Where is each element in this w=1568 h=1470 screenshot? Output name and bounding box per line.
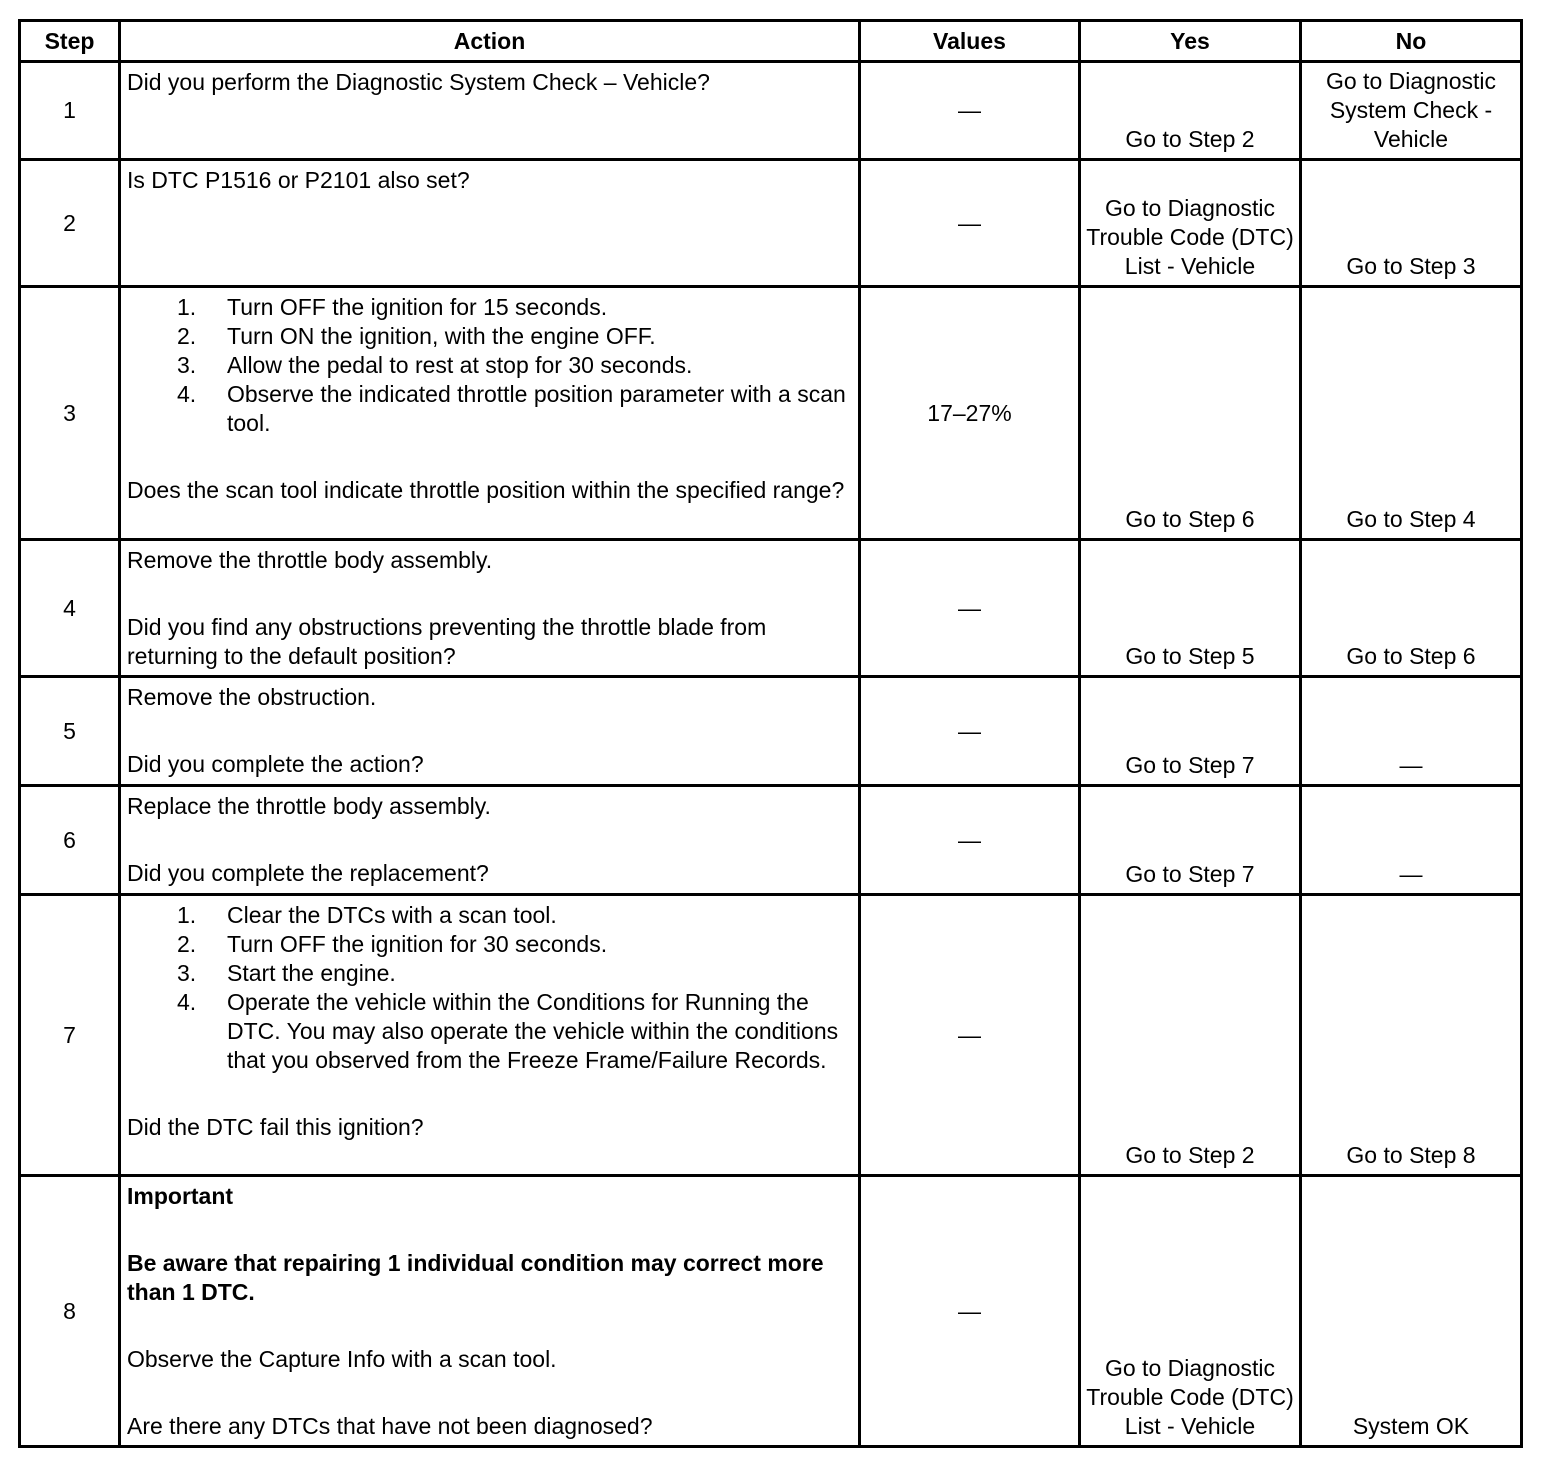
header-yes: Yes <box>1080 21 1301 62</box>
values-cell: — <box>860 1176 1080 1447</box>
diagnostic-table <box>18 19 1523 1448</box>
no-cell: Go to Step 3 <box>1301 160 1522 287</box>
action-cell <box>120 287 860 540</box>
action-cell <box>120 540 860 677</box>
values-cell: 17–27% <box>860 287 1080 540</box>
sub-step-list <box>127 293 850 438</box>
important-label: Important <box>127 1183 234 1209</box>
action-text: Remove the throttle body assembly. <box>127 547 493 573</box>
values-cell: — <box>860 62 1080 160</box>
action-text: Replace the throttle body assembly. <box>127 793 491 819</box>
action-cell <box>120 677 860 786</box>
header-action: Action <box>120 21 860 62</box>
yes-cell: Go to Step 7 <box>1080 677 1301 786</box>
action-cell <box>120 62 860 160</box>
table-row <box>20 895 1522 1176</box>
table-row <box>20 677 1522 786</box>
yes-cell: Go to Step 2 <box>1080 62 1301 160</box>
action-text: Did you perform the Diagnostic System Check – Vehicle? <box>127 69 710 95</box>
no-cell: Go to Step 6 <box>1301 540 1522 677</box>
table-row <box>20 1176 1522 1447</box>
question-text: Are there any DTCs that have not been diagnosed? <box>127 1413 653 1439</box>
action-text: Is DTC P1516 or P2101 also set? <box>127 167 470 193</box>
values-cell: — <box>860 895 1080 1176</box>
step-number: 8 <box>20 1176 120 1447</box>
yes-cell: Go to Diagnostic Trouble Code (DTC) List - Vehicle <box>1080 160 1301 287</box>
action-text: Remove the obstruction. <box>127 684 377 710</box>
list-item: 1. Clear the DTCs with a scan tool. <box>177 902 557 928</box>
sub-step-list <box>127 901 850 1075</box>
important-text: Be aware that repairing 1 individual condition may correct more than 1 DTC. <box>127 1250 824 1305</box>
yes-cell: Go to Step 5 <box>1080 540 1301 677</box>
question-text: Did you complete the action? <box>127 751 424 777</box>
table-row <box>20 540 1522 677</box>
yes-cell: Go to Step 6 <box>1080 287 1301 540</box>
list-item: 2. Turn ON the ignition, with the engine OFF. <box>177 323 656 349</box>
step-number: 2 <box>20 160 120 287</box>
header-no: No <box>1301 21 1522 62</box>
no-cell: System OK <box>1301 1176 1522 1447</box>
list-item: 2. Turn OFF the ignition for 30 seconds. <box>177 931 608 957</box>
action-cell <box>120 1176 860 1447</box>
values-cell: — <box>860 540 1080 677</box>
no-cell: — <box>1301 786 1522 895</box>
yes-cell: Go to Step 2 <box>1080 895 1301 1176</box>
values-cell: — <box>860 677 1080 786</box>
header-row <box>20 21 1522 62</box>
question-text: Does the scan tool indicate throttle position within the specified range? <box>127 477 845 503</box>
step-number: 1 <box>20 62 120 160</box>
list-item: 3. Start the engine. <box>177 960 396 986</box>
action-cell <box>120 160 860 287</box>
values-cell: — <box>860 160 1080 287</box>
no-cell: — <box>1301 677 1522 786</box>
step-number: 4 <box>20 540 120 677</box>
header-values: Values <box>860 21 1080 62</box>
question-text: Did you find any obstructions preventing the throttle blade from returning to the default position? <box>127 614 767 669</box>
table-row <box>20 160 1522 287</box>
step-number: 3 <box>20 287 120 540</box>
list-item: 4. Observe the indicated throttle position parameter with a scan tool. <box>177 381 846 436</box>
step-number: 5 <box>20 677 120 786</box>
action-text: Observe the Capture Info with a scan tool. <box>127 1346 557 1372</box>
table-row <box>20 62 1522 160</box>
list-item: 3. Allow the pedal to rest at stop for 30 seconds. <box>177 352 693 378</box>
action-cell <box>120 786 860 895</box>
list-item: 4. Operate the vehicle within the Conditions for Running the DTC. You may also operate the vehicle within the conditions that you observed from the Freeze Frame/Failure Records. <box>177 989 839 1073</box>
header-step: Step <box>20 21 120 62</box>
question-text: Did you complete the replacement? <box>127 860 489 886</box>
step-number: 6 <box>20 786 120 895</box>
action-cell <box>120 895 860 1176</box>
list-item: 1. Turn OFF the ignition for 15 seconds. <box>177 294 608 320</box>
step-number: 7 <box>20 895 120 1176</box>
no-cell: Go to Step 8 <box>1301 895 1522 1176</box>
question-text: Did the DTC fail this ignition? <box>127 1114 424 1140</box>
values-cell: — <box>860 786 1080 895</box>
no-cell: Go to Step 4 <box>1301 287 1522 540</box>
no-cell: Go to Diagnostic System Check - Vehicle <box>1301 62 1522 160</box>
yes-cell: Go to Diagnostic Trouble Code (DTC) List - Vehicle <box>1080 1176 1301 1447</box>
table-row <box>20 786 1522 895</box>
table-row <box>20 287 1522 540</box>
yes-cell: Go to Step 7 <box>1080 786 1301 895</box>
